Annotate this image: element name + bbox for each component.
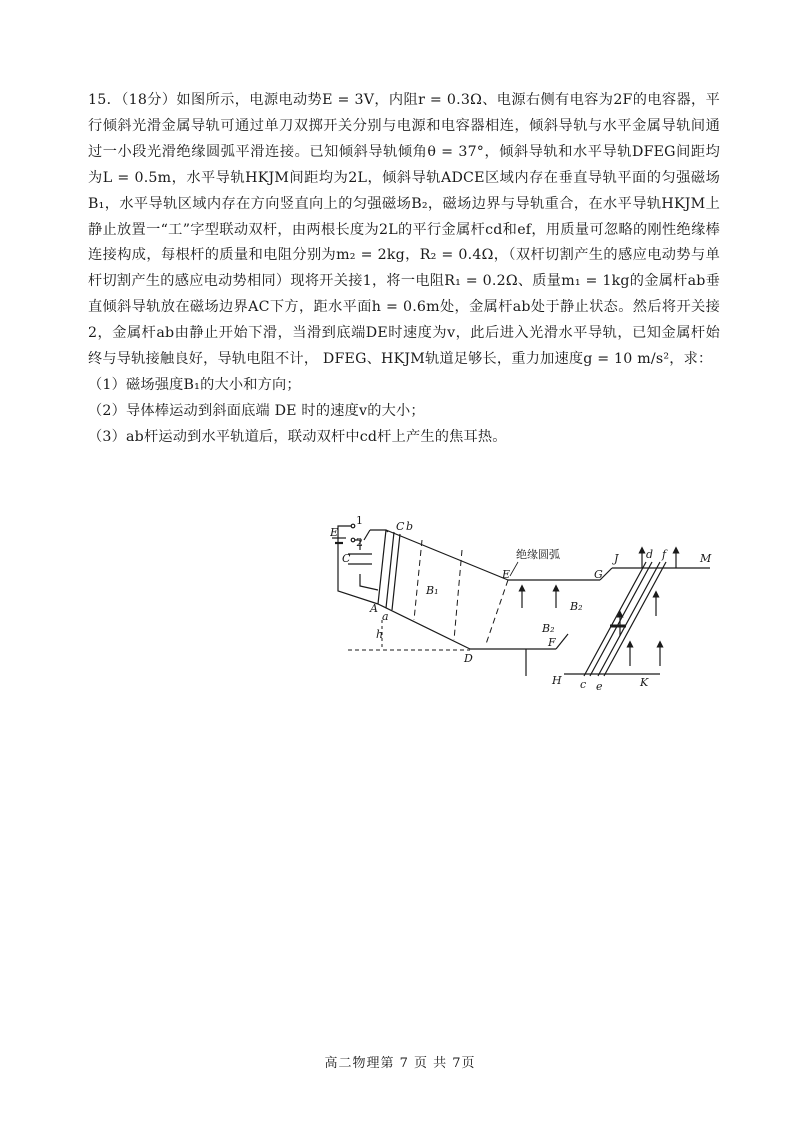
capacitor-label: C (342, 552, 351, 565)
inclined-rails (378, 530, 511, 649)
question-2: （2）导体棒运动到斜面底端 DE 时的速度v的大小； (88, 402, 425, 419)
horizontal-rails-DFEG (470, 568, 710, 676)
point-A-label: A (370, 602, 378, 615)
point-G-label: G (594, 568, 603, 581)
point-E-label: E (502, 568, 511, 581)
rod-ab (386, 532, 400, 610)
b2-lower-label: B₂ (542, 622, 555, 635)
rod-f-label: f (662, 548, 667, 561)
b1-label: B₁ (426, 584, 439, 597)
point-D-label: D (464, 652, 473, 665)
rod-a-label: a (382, 610, 389, 623)
question-1: （1）磁场强度B₁的大小和方向； (88, 376, 301, 393)
height-label: h (376, 628, 384, 641)
height-marker (348, 620, 470, 650)
emf-label: E (330, 526, 339, 539)
problem-intro: 15．（18分）如图所示，电源电动势E = 3V，内阻r = 0.3Ω、电源右侧有电容为2F的电容器，平行倾斜光滑金属导轨可通过单刀双掷开关分别与电源和电容器相连，倾斜导轨与水平金属导轨间通过一小段光滑绝缘圆弧平滑连接。已知倾斜导轨倾角θ = 37°，倾斜导轨和水平导轨DFEG间距均为L = 0.5m，水平导轨HKJM间距均为2L，倾斜导轨ADCE区域内存在垂直导轨平面的匀强磁场B₁，水平导轨区域内存在方向竖直向上的匀强磁场B₂，磁场边界与导轨重合，在水平导轨HKJM上静止放置一“工”字型联动双杆，由两根长度为2L的平行金属杆cd和ef，用质量可忽略的刚性绝缘棒连接构成，每根杆的质量和电阻分别为m₂ = 2kg，R₂ = 0.4Ω，（双杆切割产生的感应电动势与单杆切割产生的感应电动势相同）现将开关接1，将一电阻R₁ = 0.2Ω、质量m₁ = 1kg的金属杆ab垂直倾斜导轨放在磁场边界AC下方，距水平面h = 0.6m处，金属杆ab处于静止状态。然后将开关接2，金属杆ab由静止开始下滑，当滑到底端DE时速度为v，此后进入光滑水平导轨，已知金属杆始终与导轨接触良好，导轨电阻不计， DFEG、HKJM轨道足够长，重力加速度g = 10 m/s²，求： (88, 92, 720, 368)
rod-b-label: b (406, 520, 414, 533)
switch-label-1: 1 (356, 516, 363, 527)
rod-e-label: e (596, 680, 603, 693)
question-3: （3）ab杆运动到水平轨道后，联动双杆中cd杆上产生的焦耳热。 (88, 428, 507, 445)
point-K-label: K (640, 676, 649, 689)
page-footer: 高二物理第 7 页 共 7页 (324, 1056, 476, 1071)
point-M-label: M (700, 552, 712, 565)
point-J-label: J (614, 552, 619, 565)
point-H-label: H (552, 674, 562, 687)
circuit-rail-diagram (330, 516, 714, 696)
rod-d-label: d (646, 548, 654, 561)
b2-upper-label: B₂ (570, 600, 583, 613)
rod-c-label: c (580, 678, 587, 691)
point-C-label: C (396, 520, 405, 533)
problem-15 (88, 88, 720, 451)
arc-leader-line (510, 562, 518, 576)
point-F-label: F (548, 636, 556, 649)
insulated-arc-label: 绝缘圆弧 (516, 548, 560, 561)
switch-label-2: 2 (356, 536, 363, 549)
